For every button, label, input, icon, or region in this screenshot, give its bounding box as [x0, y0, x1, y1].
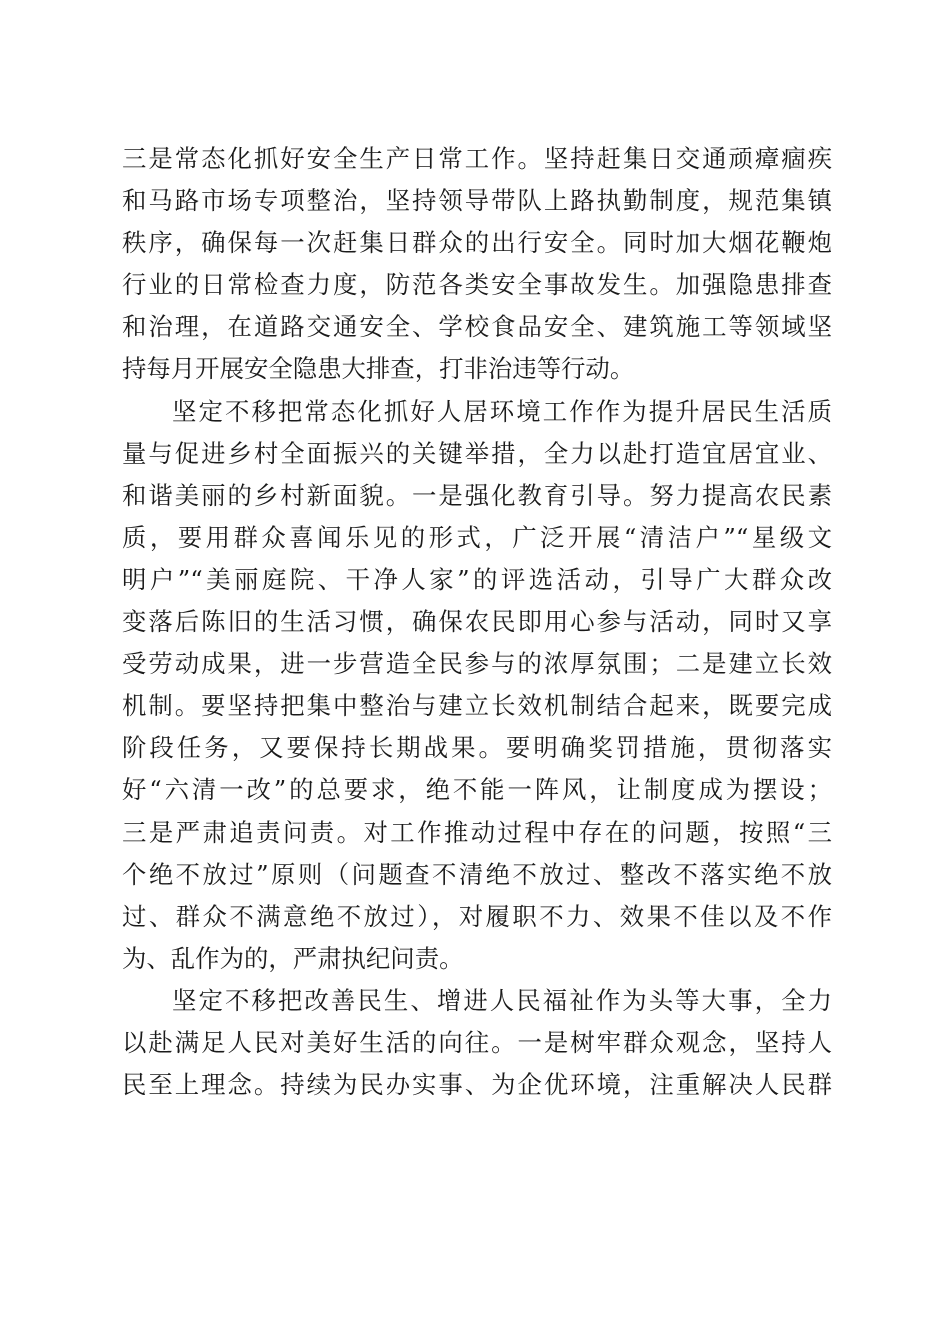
text-line: 受劳动成果，进一步营造全民参与的浓厚氛围；二是建立长效 [122, 649, 832, 679]
text-line: 为、乱作为的，严肃执纪问责。 [122, 943, 464, 973]
text-line: 个绝不放过”原则（问题查不清绝不放过、整改不落实绝不放 [122, 859, 832, 889]
text-line: 民至上理念。持续为民办实事、为企优环境，注重解决人民群 [122, 1070, 832, 1100]
body-text [122, 138, 832, 1106]
text-line: 好“六清一改”的总要求，绝不能一阵风，让制度成为摆设； [122, 775, 832, 805]
text-line: 以赴满足人民对美好生活的向往。一是树牢群众观念，坚持人 [122, 1027, 832, 1057]
text-line: 明户”“美丽庭院、干净人家”的评选活动，引导广大群众改 [122, 564, 832, 594]
text-line: 三是严肃追责问责。对工作推动过程中存在的问题，按照“三 [122, 817, 832, 847]
text-line: 变落后陈旧的生活习惯，确保农民即用心参与活动，同时又享 [122, 607, 832, 637]
text-line: 秩序，确保每一次赶集日群众的出行安全。同时加大烟花鞭炮 [122, 228, 832, 258]
text-line: 和马路市场专项整治，坚持领导带队上路执勤制度，规范集镇 [122, 186, 832, 216]
text-line: 过、群众不满意绝不放过），对履职不力、效果不佳以及不作 [122, 901, 832, 931]
text-line: 三是常态化抓好安全生产日常工作。坚持赶集日交通顽瘴痼疾 [122, 144, 832, 173]
text-line: 坚定不移把改善民生、增进人民福祉作为头等大事，全力 [172, 985, 832, 1015]
text-line: 持每月开展安全隐患大排查，打非治违等行动。 [122, 354, 635, 384]
text-line: 和谐美丽的乡村新面貌。一是强化教育引导。努力提高农民素 [122, 480, 832, 510]
text-line: 机制。要坚持把集中整治与建立长效机制结合起来，既要完成 [122, 691, 832, 721]
text-line: 阶段任务，又要保持长期战果。要明确奖罚措施，贯彻落实 [122, 733, 832, 763]
text-line: 坚定不移把常态化抓好人居环境工作作为提升居民生活质 [172, 396, 832, 426]
text-line: 行业的日常检查力度，防范各类安全事故发生。加强隐患排查 [122, 270, 832, 300]
text-line: 和治理，在道路交通安全、学校食品安全、建筑施工等领域坚 [122, 312, 832, 342]
text-line: 量与促进乡村全面振兴的关键举措，全力以赴打造宜居宜业、 [122, 438, 832, 468]
text-line: 质，要用群众喜闻乐见的形式，广泛开展“清洁户”“星级文 [122, 522, 832, 552]
